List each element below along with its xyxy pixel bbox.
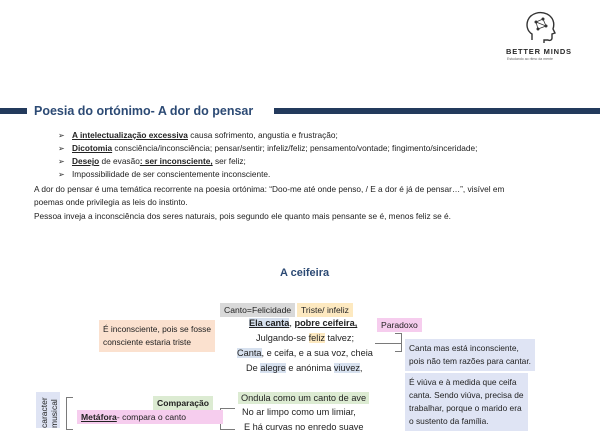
bullet-text: de evasão [99,156,140,167]
arrow-bullet-icon: ➢ [58,144,65,154]
section-title: Poesia do ortónimo- A dor do pensar [34,104,254,118]
arrow-bullet-icon: ➢ [58,131,65,140]
arrow-bullet-icon: ➢ [58,170,65,180]
poem-title: A ceifeira [280,267,330,279]
bullet-term: Dicotomia [72,143,113,154]
note-viuva: É viúva e à medida que ceifa canta. Sendo viúva, precisa de trabalhar, porque o marido era o sustento da família. [405,373,528,431]
paragraph: Pessoa inveja a inconsciência dos seres naturais, pois segundo ele quanto mais pensante se é, menos feliz se é. [34,211,451,221]
brand-tagline: Estudando ao ritmo da mente [507,57,553,61]
arrow-bullet-icon: ➢ [58,157,65,167]
paragraph: A dor do pensar é uma temática recorrente na poesia ortónima: “Doo-me até onde penso, / E a dor é já de pensar…”, visível em [34,184,505,194]
list-item [58,168,477,181]
bullet-term: : ser inconsciente, [139,156,213,167]
header-rule-left [0,108,27,114]
label-paradoxo: Paradoxo [377,318,422,332]
list-item [58,142,477,155]
bullet-term: A intelectualização excessiva [72,130,188,140]
head-brain-circuit-icon [524,10,558,44]
poem-line-3: Canta, e ceifa, e a sua voz, cheia [237,348,373,358]
list-item [58,129,477,142]
bullet-text: consciência/inconsciência; pensar/sentir; infeliz/feliz; pensamento/vontade; fingimento/sinceridade; [112,143,478,154]
paragraph: poemas onde privilegia as leis do instinto. [34,197,188,207]
label-canto-felicidade: Canto=Felicidade [220,303,295,317]
poem-line-1: Ela canta, pobre ceifeira, [249,318,358,328]
label-triste-infeliz: Triste/ infeliz [297,303,353,317]
bullet-term: Desejo [72,156,100,167]
theme-bullet-list [58,129,477,181]
bullet-text: Impossibilidade de ser conscientemente inconsciente. [72,169,271,180]
note-canta-inconsciente: Canta mas está inconsciente, pois não tem razões para cantar. [405,339,535,371]
brand-name: BETTER MINDS [506,47,572,56]
poem-line-2: Julgando-se feliz talvez; [256,333,355,343]
bracket-line [375,343,401,374]
poem-line-6: No ar limpo como um limiar, [242,407,356,417]
bullet-text: causa sofrimento, angustia e frustração; [187,130,338,140]
note-inconsciente: É inconsciente, pois se fosse consciente estaria triste [99,320,215,352]
header-rule-right [274,108,600,114]
poem-line-7: E há curvas no enredo suave [244,422,364,432]
label-comparacao: Comparação [153,396,213,410]
poem-line-5: Ondula como um canto de ave [238,392,369,404]
bullet-text: ser feliz; [212,156,246,167]
poem-line-4: De alegre e anónima viuvez, [246,363,363,373]
label-metafora: Metáfora- compara o canto [77,410,223,424]
bracket-line [66,397,73,430]
label-caracter-musical: caracter musical [36,392,60,428]
list-item [58,155,477,168]
